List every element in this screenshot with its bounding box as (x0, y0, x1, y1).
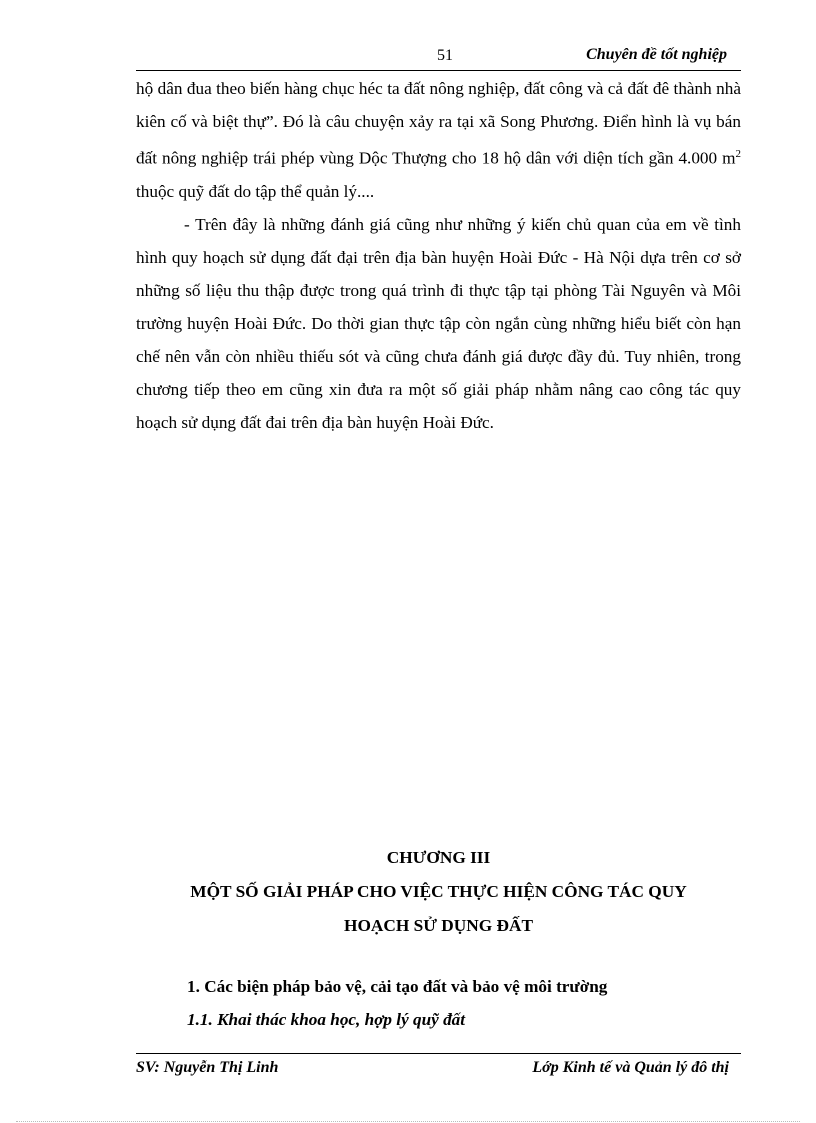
page-header (136, 44, 741, 71)
chapter-title-line-2: HOẠCH SỬ DỤNG ĐẤT (344, 916, 533, 935)
paragraph-1-text-end: thuộc quỹ đất do tập thể quản lý.... (136, 181, 375, 201)
page-number: 51 (437, 47, 453, 64)
body-text (136, 72, 741, 439)
footer-class: Lớp Kinh tế và Quản lý đô thị (532, 1059, 729, 1076)
paragraph-continuation (136, 72, 741, 208)
paragraph-assessment: - Trên đây là những đánh giá cũng như những ý kiến chủ quan của em về tình hình quy hoạch sử dụng đất đại trên địa bàn huyện Hoài Đức - Hà Nội dựa trên cơ sở những số liệu thu thập được trong quá trình đi thực tập tại phòng Tài Nguyên và Môi trường huyện Hoài Đức. Do thời gian thực tập còn ngắn cùng những hiểu biết còn hạn chế nên vẫn còn nhiều thiếu sót và cũng chưa đánh giá được đầy đủ. Tuy nhiên, trong chương tiếp theo em cũng xin đưa ra một số giải pháp nhằm nâng cao công tác quy hoạch sử dụng đất đai trên địa bàn huyện Hoài Đức. (136, 214, 741, 432)
section-heading-1: 1. Các biện pháp bảo vệ, cải tạo đất và bảo vệ môi trường (187, 977, 608, 996)
chapter-label: CHƯƠNG III (386, 848, 491, 867)
header-title: Chuyên đề tốt nghiệp (586, 46, 727, 63)
superscript-2: 2 (735, 148, 741, 160)
chapter-title-line-1: MỘT SỐ GIẢI PHÁP CHO VIỆC THỰC HIỆN CÔNG TÁC QUY (190, 882, 687, 901)
page-bottom-rule (16, 1121, 800, 1122)
chapter-title (136, 875, 741, 943)
page-footer (136, 1053, 741, 1076)
footer-student: SV: Nguyễn Thị Linh (136, 1059, 279, 1076)
subsection-heading-1-1: 1.1. Khai thác khoa học, hợp lý quỹ đất (187, 1010, 466, 1029)
paragraph-1-text: hộ dân đua theo biến hàng chục héc ta đất nông nghiệp, đất công và cả đất đê thành nhà kiên cố và biệt thự”. Đó là câu chuyện xảy ra tại xã Song Phương. Điển hình là vụ bán đất nông nghiệp trái phép vùng Dộc Thượng cho 18 hộ dân với diện tích gần 4.000 m (136, 79, 741, 168)
